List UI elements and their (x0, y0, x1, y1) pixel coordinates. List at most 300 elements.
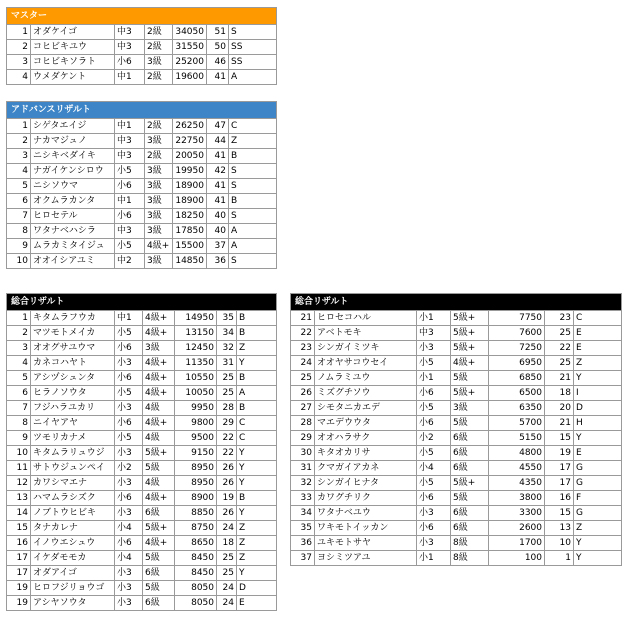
grade-cell[interactable]: 小4 (115, 521, 143, 536)
count-cell[interactable]: 29 (217, 416, 237, 431)
name-cell[interactable]: ウメダケント (31, 70, 115, 85)
rank-cell[interactable]: 25 (291, 371, 315, 386)
rating-cell[interactable]: H (574, 416, 622, 431)
count-cell[interactable]: 35 (217, 311, 237, 326)
level-cell[interactable]: 4級+ (143, 416, 175, 431)
score-cell[interactable]: 8950 (175, 461, 217, 476)
count-cell[interactable]: 1 (545, 551, 574, 566)
rank-cell[interactable]: 7 (7, 209, 31, 224)
name-cell[interactable]: タナカレナ (31, 521, 115, 536)
count-cell[interactable]: 26 (217, 476, 237, 491)
name-cell[interactable]: イノウエシュウ (31, 536, 115, 551)
level-cell[interactable]: 3級 (145, 209, 173, 224)
rank-cell[interactable]: 1 (7, 119, 31, 134)
count-cell[interactable]: 31 (217, 356, 237, 371)
score-cell[interactable]: 9800 (175, 416, 217, 431)
grade-cell[interactable]: 小1 (417, 551, 451, 566)
grade-cell[interactable]: 中3 (115, 134, 145, 149)
score-cell[interactable]: 18250 (173, 209, 207, 224)
score-cell[interactable]: 11350 (175, 356, 217, 371)
level-cell[interactable]: 6級 (451, 461, 489, 476)
rating-cell[interactable]: A (229, 224, 277, 239)
rating-cell[interactable]: A (229, 239, 277, 254)
score-cell[interactable]: 4350 (489, 476, 545, 491)
name-cell[interactable]: コヒビキソラト (31, 55, 115, 70)
grade-cell[interactable]: 小6 (417, 491, 451, 506)
level-cell[interactable]: 8級 (451, 536, 489, 551)
grade-cell[interactable]: 小5 (417, 401, 451, 416)
count-cell[interactable]: 19 (217, 491, 237, 506)
level-cell[interactable]: 5級 (451, 416, 489, 431)
score-cell[interactable]: 6950 (489, 356, 545, 371)
rank-cell[interactable]: 1 (7, 311, 31, 326)
grade-cell[interactable]: 小5 (115, 164, 145, 179)
name-cell[interactable]: コヒビキユウ (31, 40, 115, 55)
score-cell[interactable]: 15500 (173, 239, 207, 254)
grade-cell[interactable]: 小2 (115, 461, 143, 476)
score-cell[interactable]: 3300 (489, 506, 545, 521)
count-cell[interactable]: 24 (217, 581, 237, 596)
name-cell[interactable]: マエデウウタ (315, 416, 417, 431)
rating-cell[interactable]: Z (574, 521, 622, 536)
score-cell[interactable]: 18900 (173, 194, 207, 209)
name-cell[interactable]: シンガイミツキ (315, 341, 417, 356)
count-cell[interactable]: 25 (545, 326, 574, 341)
rating-cell[interactable]: B (237, 326, 277, 341)
count-cell[interactable]: 51 (207, 25, 229, 40)
count-cell[interactable]: 23 (545, 311, 574, 326)
count-cell[interactable]: 25 (217, 386, 237, 401)
rank-cell[interactable]: 5 (7, 179, 31, 194)
grade-cell[interactable]: 小6 (115, 179, 145, 194)
rank-cell[interactable]: 12 (7, 476, 31, 491)
grade-cell[interactable]: 小6 (115, 536, 143, 551)
rank-cell[interactable]: 33 (291, 491, 315, 506)
level-cell[interactable]: 4級+ (143, 491, 175, 506)
count-cell[interactable]: 26 (217, 461, 237, 476)
score-cell[interactable]: 8050 (175, 581, 217, 596)
rank-cell[interactable]: 19 (7, 581, 31, 596)
level-cell[interactable]: 5級+ (451, 311, 489, 326)
name-cell[interactable]: ヨシミツアユ (315, 551, 417, 566)
rating-cell[interactable]: B (237, 311, 277, 326)
rating-cell[interactable]: S (229, 179, 277, 194)
score-cell[interactable]: 6850 (489, 371, 545, 386)
grade-cell[interactable]: 中3 (417, 326, 451, 341)
grade-cell[interactable]: 小6 (417, 386, 451, 401)
score-cell[interactable]: 17850 (173, 224, 207, 239)
rating-cell[interactable]: C (237, 431, 277, 446)
score-cell[interactable]: 5700 (489, 416, 545, 431)
score-cell[interactable]: 14850 (173, 254, 207, 269)
count-cell[interactable]: 42 (207, 164, 229, 179)
rank-cell[interactable]: 15 (7, 521, 31, 536)
grade-cell[interactable]: 中1 (115, 119, 145, 134)
grade-cell[interactable]: 小3 (115, 596, 143, 611)
name-cell[interactable]: ノムラミユウ (315, 371, 417, 386)
rating-cell[interactable]: D (237, 581, 277, 596)
level-cell[interactable]: 4級+ (143, 536, 175, 551)
grade-cell[interactable]: 小5 (115, 239, 145, 254)
grade-cell[interactable]: 中1 (115, 311, 143, 326)
grade-cell[interactable]: 小6 (417, 416, 451, 431)
level-cell[interactable]: 3級 (145, 55, 173, 70)
score-cell[interactable]: 8650 (175, 536, 217, 551)
score-cell[interactable]: 19600 (173, 70, 207, 85)
grade-cell[interactable]: 小1 (417, 311, 451, 326)
rating-cell[interactable]: SS (229, 40, 277, 55)
name-cell[interactable]: シモタニカエデ (315, 401, 417, 416)
rank-cell[interactable]: 23 (291, 341, 315, 356)
name-cell[interactable]: クマガイアカネ (315, 461, 417, 476)
rating-cell[interactable]: Z (574, 356, 622, 371)
score-cell[interactable]: 12450 (175, 341, 217, 356)
level-cell[interactable]: 5級 (143, 551, 175, 566)
level-cell[interactable]: 5級 (143, 461, 175, 476)
score-cell[interactable]: 6500 (489, 386, 545, 401)
rating-cell[interactable]: A (237, 386, 277, 401)
rating-cell[interactable]: S (229, 25, 277, 40)
rating-cell[interactable]: Y (237, 566, 277, 581)
grade-cell[interactable]: 中3 (115, 40, 145, 55)
name-cell[interactable]: ノブトウヒビキ (31, 506, 115, 521)
rating-cell[interactable]: Z (237, 521, 277, 536)
count-cell[interactable]: 41 (207, 179, 229, 194)
grade-cell[interactable]: 小3 (115, 401, 143, 416)
name-cell[interactable]: シンガイヒナタ (315, 476, 417, 491)
level-cell[interactable]: 5級+ (451, 386, 489, 401)
grade-cell[interactable]: 小5 (417, 446, 451, 461)
count-cell[interactable]: 24 (217, 521, 237, 536)
level-cell[interactable]: 4級+ (143, 356, 175, 371)
grade-cell[interactable]: 小5 (115, 431, 143, 446)
rating-cell[interactable]: G (574, 461, 622, 476)
name-cell[interactable]: ハマムラシズク (31, 491, 115, 506)
score-cell[interactable]: 18900 (173, 179, 207, 194)
count-cell[interactable]: 34 (217, 326, 237, 341)
grade-cell[interactable]: 小6 (115, 491, 143, 506)
count-cell[interactable]: 21 (545, 416, 574, 431)
rating-cell[interactable]: Y (237, 506, 277, 521)
count-cell[interactable]: 16 (545, 491, 574, 506)
rating-cell[interactable]: Z (237, 551, 277, 566)
name-cell[interactable]: キタムラフウカ (31, 311, 115, 326)
grade-cell[interactable]: 中1 (115, 70, 145, 85)
name-cell[interactable]: オオグサユウマ (31, 341, 115, 356)
score-cell[interactable]: 7250 (489, 341, 545, 356)
name-cell[interactable]: ムラカミタイジュ (31, 239, 115, 254)
rank-cell[interactable]: 35 (291, 521, 315, 536)
level-cell[interactable]: 4級+ (143, 311, 175, 326)
count-cell[interactable]: 25 (217, 371, 237, 386)
rank-cell[interactable]: 32 (291, 476, 315, 491)
rank-cell[interactable]: 2 (7, 134, 31, 149)
rank-cell[interactable]: 4 (7, 164, 31, 179)
level-cell[interactable]: 3級 (145, 164, 173, 179)
name-cell[interactable]: カネコハヤト (31, 356, 115, 371)
rank-cell[interactable]: 8 (7, 416, 31, 431)
rank-cell[interactable]: 5 (7, 371, 31, 386)
level-cell[interactable]: 2級 (145, 25, 173, 40)
grade-cell[interactable]: 小1 (417, 371, 451, 386)
rank-cell[interactable]: 22 (291, 326, 315, 341)
rank-cell[interactable]: 36 (291, 536, 315, 551)
rank-cell[interactable]: 29 (291, 431, 315, 446)
grade-cell[interactable]: 小3 (417, 341, 451, 356)
level-cell[interactable]: 3級 (145, 224, 173, 239)
score-cell[interactable]: 22750 (173, 134, 207, 149)
name-cell[interactable]: ワタナベユウ (315, 506, 417, 521)
rating-cell[interactable]: B (229, 194, 277, 209)
level-cell[interactable]: 5級+ (143, 521, 175, 536)
rating-cell[interactable]: Z (237, 536, 277, 551)
count-cell[interactable]: 13 (545, 521, 574, 536)
rank-cell[interactable]: 9 (7, 239, 31, 254)
rank-cell[interactable]: 3 (7, 149, 31, 164)
rating-cell[interactable]: S (229, 254, 277, 269)
count-cell[interactable]: 36 (207, 254, 229, 269)
rating-cell[interactable]: D (574, 401, 622, 416)
rating-cell[interactable]: Y (574, 536, 622, 551)
rank-cell[interactable]: 24 (291, 356, 315, 371)
rating-cell[interactable]: Y (237, 356, 277, 371)
rank-cell[interactable]: 28 (291, 416, 315, 431)
level-cell[interactable]: 5級+ (451, 341, 489, 356)
grade-cell[interactable]: 小4 (417, 461, 451, 476)
score-cell[interactable]: 7750 (489, 311, 545, 326)
rank-cell[interactable]: 9 (7, 431, 31, 446)
count-cell[interactable]: 41 (207, 149, 229, 164)
count-cell[interactable]: 19 (545, 446, 574, 461)
rating-cell[interactable]: E (574, 326, 622, 341)
score-cell[interactable]: 6350 (489, 401, 545, 416)
count-cell[interactable]: 22 (217, 431, 237, 446)
name-cell[interactable]: ニイヤアヤ (31, 416, 115, 431)
grade-cell[interactable]: 小3 (115, 356, 143, 371)
name-cell[interactable]: オダケイゴ (31, 25, 115, 40)
score-cell[interactable]: 100 (489, 551, 545, 566)
level-cell[interactable]: 5級+ (451, 326, 489, 341)
level-cell[interactable]: 6級 (143, 506, 175, 521)
level-cell[interactable]: 3級 (145, 194, 173, 209)
rank-cell[interactable]: 2 (7, 40, 31, 55)
name-cell[interactable]: ヒロセテル (31, 209, 115, 224)
score-cell[interactable]: 25200 (173, 55, 207, 70)
name-cell[interactable]: オオイシアユミ (31, 254, 115, 269)
count-cell[interactable]: 32 (217, 341, 237, 356)
score-cell[interactable]: 9950 (175, 401, 217, 416)
level-cell[interactable]: 3級 (145, 179, 173, 194)
rating-cell[interactable]: C (229, 119, 277, 134)
grade-cell[interactable]: 中3 (115, 149, 145, 164)
rating-cell[interactable]: Z (237, 341, 277, 356)
rating-cell[interactable]: B (237, 401, 277, 416)
level-cell[interactable]: 6級 (451, 521, 489, 536)
score-cell[interactable]: 13150 (175, 326, 217, 341)
score-cell[interactable]: 9500 (175, 431, 217, 446)
level-cell[interactable]: 5級 (143, 581, 175, 596)
name-cell[interactable]: オクムラカンタ (31, 194, 115, 209)
count-cell[interactable]: 18 (545, 386, 574, 401)
name-cell[interactable]: カワシマエナ (31, 476, 115, 491)
level-cell[interactable]: 5級 (451, 371, 489, 386)
score-cell[interactable]: 8750 (175, 521, 217, 536)
score-cell[interactable]: 20050 (173, 149, 207, 164)
rating-cell[interactable]: S (229, 164, 277, 179)
grade-cell[interactable]: 小3 (115, 506, 143, 521)
name-cell[interactable]: ヒロセコハル (315, 311, 417, 326)
count-cell[interactable]: 37 (207, 239, 229, 254)
rank-cell[interactable]: 26 (291, 386, 315, 401)
count-cell[interactable]: 22 (217, 446, 237, 461)
level-cell[interactable]: 5級+ (143, 446, 175, 461)
count-cell[interactable]: 24 (217, 596, 237, 611)
rating-cell[interactable]: S (229, 209, 277, 224)
rank-cell[interactable]: 31 (291, 461, 315, 476)
score-cell[interactable]: 2600 (489, 521, 545, 536)
name-cell[interactable]: ニシソウマ (31, 179, 115, 194)
rating-cell[interactable]: B (229, 149, 277, 164)
grade-cell[interactable]: 小3 (115, 566, 143, 581)
score-cell[interactable]: 4550 (489, 461, 545, 476)
count-cell[interactable]: 28 (217, 401, 237, 416)
grade-cell[interactable]: 小3 (115, 476, 143, 491)
score-cell[interactable]: 8450 (175, 551, 217, 566)
name-cell[interactable]: キタオカリサ (315, 446, 417, 461)
rating-cell[interactable]: Y (237, 461, 277, 476)
name-cell[interactable]: ワタナベハシラ (31, 224, 115, 239)
level-cell[interactable]: 3級 (145, 134, 173, 149)
score-cell[interactable]: 8950 (175, 476, 217, 491)
grade-cell[interactable]: 小3 (417, 536, 451, 551)
rating-cell[interactable]: G (574, 506, 622, 521)
name-cell[interactable]: オオヤサコウセイ (315, 356, 417, 371)
level-cell[interactable]: 4級+ (143, 326, 175, 341)
count-cell[interactable]: 17 (545, 476, 574, 491)
count-cell[interactable]: 41 (207, 70, 229, 85)
grade-cell[interactable]: 中1 (115, 194, 145, 209)
score-cell[interactable]: 14950 (175, 311, 217, 326)
grade-cell[interactable]: 小4 (115, 551, 143, 566)
name-cell[interactable]: ワキモトイッカン (315, 521, 417, 536)
rank-cell[interactable]: 17 (7, 566, 31, 581)
count-cell[interactable]: 47 (207, 119, 229, 134)
rank-cell[interactable]: 17 (7, 551, 31, 566)
level-cell[interactable]: 3級 (143, 341, 175, 356)
rating-cell[interactable]: G (574, 476, 622, 491)
rating-cell[interactable]: Z (229, 134, 277, 149)
rating-cell[interactable]: Y (237, 446, 277, 461)
rank-cell[interactable]: 1 (7, 25, 31, 40)
score-cell[interactable]: 1700 (489, 536, 545, 551)
level-cell[interactable]: 4級 (143, 476, 175, 491)
rank-cell[interactable]: 34 (291, 506, 315, 521)
name-cell[interactable]: アシヤソウタ (31, 596, 115, 611)
count-cell[interactable]: 17 (545, 461, 574, 476)
rank-cell[interactable]: 27 (291, 401, 315, 416)
rank-cell[interactable]: 30 (291, 446, 315, 461)
grade-cell[interactable]: 小3 (115, 581, 143, 596)
score-cell[interactable]: 19950 (173, 164, 207, 179)
level-cell[interactable]: 4級 (143, 401, 175, 416)
count-cell[interactable]: 10 (545, 536, 574, 551)
grade-cell[interactable]: 中3 (115, 25, 145, 40)
score-cell[interactable]: 26250 (173, 119, 207, 134)
name-cell[interactable]: ユキモトサヤ (315, 536, 417, 551)
level-cell[interactable]: 4級 (143, 431, 175, 446)
name-cell[interactable]: サトウジュンペイ (31, 461, 115, 476)
rating-cell[interactable]: Y (574, 431, 622, 446)
score-cell[interactable]: 7600 (489, 326, 545, 341)
level-cell[interactable]: 2級 (145, 119, 173, 134)
score-cell[interactable]: 8900 (175, 491, 217, 506)
level-cell[interactable]: 2級 (145, 70, 173, 85)
count-cell[interactable]: 25 (545, 356, 574, 371)
level-cell[interactable]: 4級+ (143, 371, 175, 386)
count-cell[interactable]: 46 (207, 55, 229, 70)
score-cell[interactable]: 3800 (489, 491, 545, 506)
count-cell[interactable]: 44 (207, 134, 229, 149)
count-cell[interactable]: 50 (207, 40, 229, 55)
rank-cell[interactable]: 3 (7, 341, 31, 356)
rank-cell[interactable]: 8 (7, 224, 31, 239)
level-cell[interactable]: 8級 (451, 551, 489, 566)
level-cell[interactable]: 6級 (451, 506, 489, 521)
level-cell[interactable]: 6級 (451, 446, 489, 461)
score-cell[interactable]: 10050 (175, 386, 217, 401)
grade-cell[interactable]: 中2 (115, 254, 145, 269)
level-cell[interactable]: 4級+ (451, 356, 489, 371)
count-cell[interactable]: 40 (207, 209, 229, 224)
name-cell[interactable]: マツモトメイカ (31, 326, 115, 341)
rank-cell[interactable]: 13 (7, 491, 31, 506)
rating-cell[interactable]: Y (574, 551, 622, 566)
rank-cell[interactable]: 10 (7, 446, 31, 461)
count-cell[interactable]: 20 (545, 401, 574, 416)
rank-cell[interactable]: 19 (7, 596, 31, 611)
rank-cell[interactable]: 16 (7, 536, 31, 551)
name-cell[interactable]: ナガイケンシロウ (31, 164, 115, 179)
rank-cell[interactable]: 4 (7, 356, 31, 371)
rank-cell[interactable]: 37 (291, 551, 315, 566)
grade-cell[interactable]: 小5 (417, 356, 451, 371)
name-cell[interactable]: ナカマジュノ (31, 134, 115, 149)
rating-cell[interactable]: SS (229, 55, 277, 70)
score-cell[interactable]: 10550 (175, 371, 217, 386)
name-cell[interactable]: ツモリカナメ (31, 431, 115, 446)
rank-cell[interactable]: 6 (7, 386, 31, 401)
level-cell[interactable]: 3級 (145, 254, 173, 269)
rating-cell[interactable]: C (574, 311, 622, 326)
score-cell[interactable]: 9150 (175, 446, 217, 461)
rating-cell[interactable]: E (237, 596, 277, 611)
level-cell[interactable]: 2級 (145, 149, 173, 164)
name-cell[interactable]: オダアイゴ (31, 566, 115, 581)
count-cell[interactable]: 22 (545, 341, 574, 356)
name-cell[interactable]: フジハラユカリ (31, 401, 115, 416)
rank-cell[interactable]: 7 (7, 401, 31, 416)
grade-cell[interactable]: 小6 (115, 341, 143, 356)
level-cell[interactable]: 6級 (143, 566, 175, 581)
score-cell[interactable]: 8050 (175, 596, 217, 611)
count-cell[interactable]: 15 (545, 431, 574, 446)
count-cell[interactable]: 21 (545, 371, 574, 386)
grade-cell[interactable]: 小5 (115, 326, 143, 341)
grade-cell[interactable]: 小5 (115, 386, 143, 401)
score-cell[interactable]: 4800 (489, 446, 545, 461)
score-cell[interactable]: 8450 (175, 566, 217, 581)
rating-cell[interactable]: Y (574, 371, 622, 386)
